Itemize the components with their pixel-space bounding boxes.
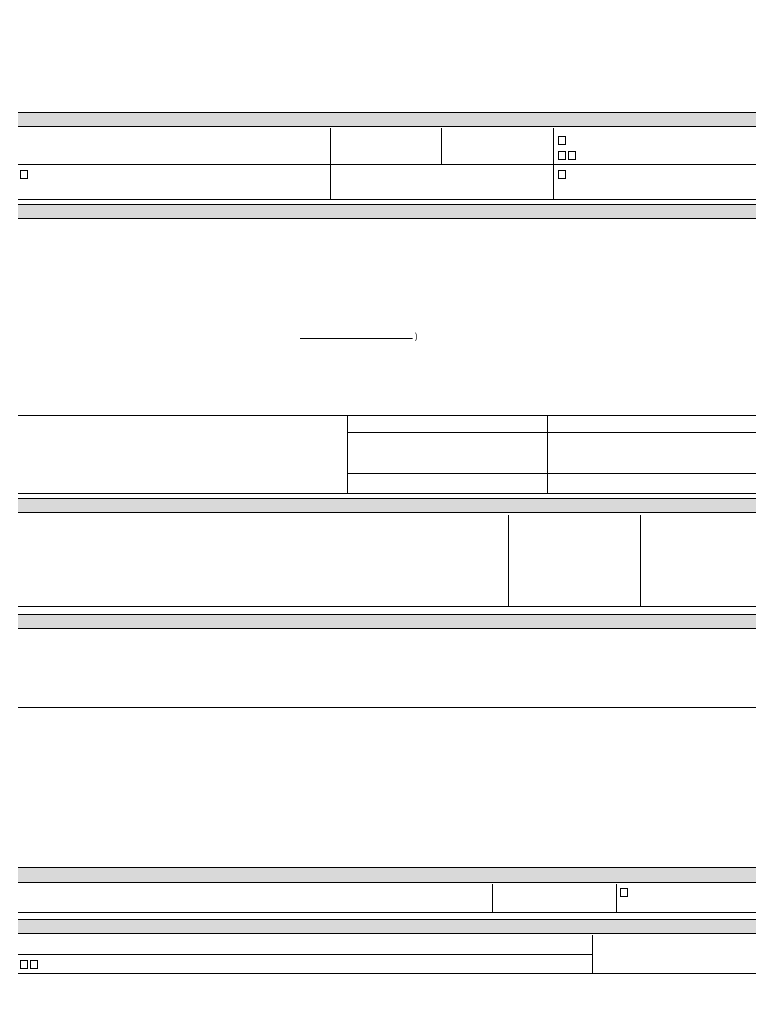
address-label [20, 170, 28, 179]
section5-header [18, 867, 756, 883]
grad-no-checkbox[interactable] [30, 960, 38, 969]
office-header [18, 919, 756, 934]
phone-label [620, 888, 628, 897]
email-new-checkbox[interactable] [558, 170, 566, 179]
mail-address [548, 42, 622, 55]
email-label [558, 170, 566, 179]
ucrp-checkbox[interactable] [558, 136, 566, 145]
section4-header [18, 614, 756, 629]
grad-yes-checkbox[interactable] [20, 960, 28, 969]
calpers-checkbox[interactable] [558, 151, 566, 160]
calpers-row [558, 151, 576, 160]
grad-row [20, 960, 38, 969]
coverage-label [558, 136, 566, 145]
section2-header [18, 204, 756, 219]
address-new-checkbox[interactable] [20, 170, 28, 179]
section3-header [18, 498, 756, 513]
phone-new-checkbox[interactable] [620, 888, 628, 897]
section1-header [18, 112, 756, 127]
other-coverage-checkbox[interactable] [568, 151, 576, 160]
suspend-head: ) [300, 331, 417, 341]
